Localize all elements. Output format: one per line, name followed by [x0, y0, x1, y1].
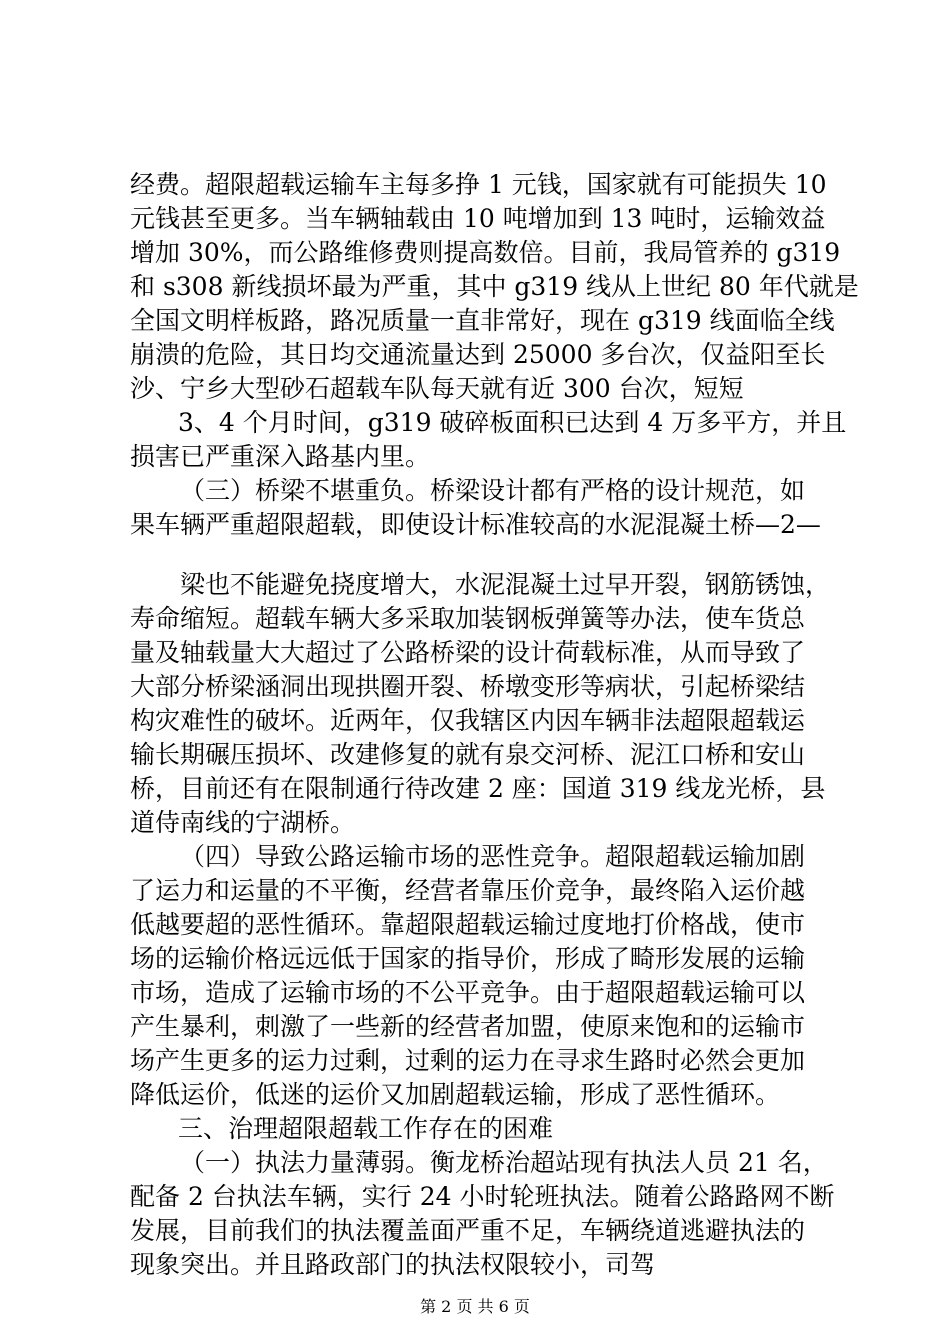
text-line-32: 现象突出。并且路政部门的执法权限较小，司驾	[130, 1250, 656, 1279]
text-line-1: 经费。超限超载运输车主每多挣 1 元钱，国家就有可能损失 10	[130, 170, 827, 199]
text-line-26: 场产生更多的运力过剩，过剩的运力在寻求生路时必然会更加	[130, 1046, 806, 1075]
text-line-17: 输长期碾压损坏、改建修复的就有泉交河桥、泥江口桥和安山	[130, 740, 806, 769]
text-line-31: 发展，目前我们的执法覆盖面严重不足，车辆绕道逃避执法的	[130, 1216, 806, 1245]
text-line-10: （三）桥梁不堪重负。桥梁设计都有严格的设计规范，如	[180, 476, 806, 505]
text-line-9: 损害已严重深入路基内里。	[130, 442, 431, 471]
text-line-18: 桥，目前还有在限制通行待改建 2 座：国道 319 线龙光桥，县	[130, 774, 826, 803]
text-line-8: 3、4 个月时间，g319 破碎板面积已达到 4 万多平方，并且	[178, 408, 847, 437]
text-line-6: 崩溃的危险，其日均交通流量达到 25000 多台次，仅益阳至长	[130, 340, 826, 369]
text-line-7: 沙、宁乡大型砂石超载车队每天就有近 300 台次，短短	[130, 374, 744, 403]
text-line-15: 大部分桥梁涵洞出现拱圈开裂、桥墩变形等病状，引起桥梁结	[130, 672, 806, 701]
text-line-20: （四）导致公路运输市场的恶性竞争。超限超载运输加剧	[180, 842, 806, 871]
text-line-23: 场的运输价格远远低于国家的指导价，形成了畸形发展的运输	[130, 944, 806, 973]
text-line-19: 道侍南线的宁湖桥。	[130, 808, 356, 837]
text-line-3: 增加 30%，而公路维修费则提高数倍。目前，我局管养的 g319	[130, 238, 841, 267]
section-heading-3: 三、治理超限超载工作存在的困难	[178, 1114, 554, 1143]
text-line-22: 低越要超的恶性循环。靠超限超载运输过度地打价格战，使市	[130, 910, 806, 939]
text-line-13: 寿命缩短。超载车辆大多采取加装钢板弹簧等办法，使车货总	[130, 604, 806, 633]
text-line-2: 元钱甚至更多。当车辆轴载由 10 吨增加到 13 吨时，运输效益	[130, 204, 826, 233]
text-line-12: 梁也不能避免挠度增大，水泥混凝土过早开裂，钢筋锈蚀，	[180, 570, 831, 599]
text-line-5: 全国文明样板路，路况质量一直非常好，现在 g319 线面临全线	[130, 306, 835, 335]
text-line-14: 量及轴载量大大超过了公路桥梁的设计荷载标准，从而导致了	[130, 638, 806, 667]
text-line-29: （一）执法力量薄弱。衡龙桥治超站现有执法人员 21 名，	[180, 1148, 828, 1177]
page-footer: 第 2 页 共 6 页	[420, 1297, 530, 1316]
text-line-27: 降低运价，低迷的运价又加剧超载运输，形成了恶性循环。	[130, 1080, 781, 1109]
text-line-21: 了运力和运量的不平衡，经营者靠压价竞争，最终陷入运价越	[130, 876, 806, 905]
text-line-16: 构灾难性的破坏。近两年，仅我辖区内因车辆非法超限超载运	[130, 706, 806, 735]
text-line-11: 果车辆严重超限超载，即使设计标准较高的水泥混凝土桥—2—	[130, 510, 821, 539]
text-line-4: 和 s308 新线损坏最为严重，其中 g319 线从上世纪 80 年代就是	[130, 272, 859, 301]
text-line-25: 产生暴利，刺激了一些新的经营者加盟，使原来饱和的运输市	[130, 1012, 806, 1041]
text-line-30: 配备 2 台执法车辆，实行 24 小时轮班执法。随着公路路网不断	[130, 1182, 835, 1211]
text-line-24: 市场，造成了运输市场的不公平竞争。由于超限超载运输可以	[130, 978, 806, 1007]
